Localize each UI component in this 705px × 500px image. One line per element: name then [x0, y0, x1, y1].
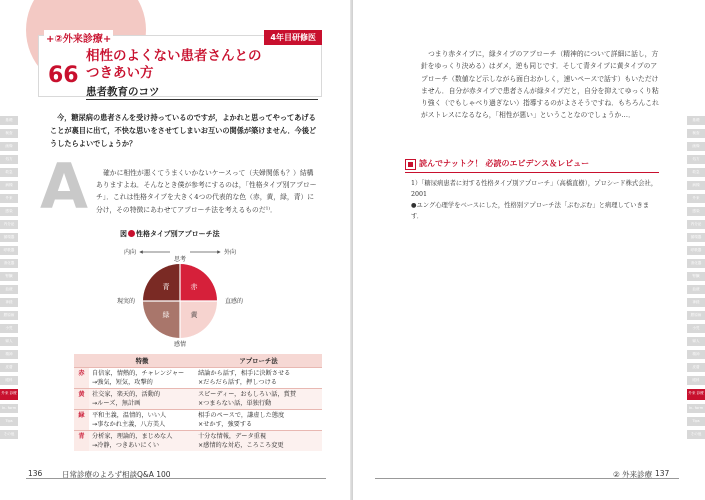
- question-number: 66: [48, 63, 79, 88]
- quadrant-1: [180, 264, 217, 301]
- table-cell-trait: 社交家，楽天的，活動的 →ルーズ，無計画: [89, 389, 195, 410]
- side-tab[interactable]: 膠原病: [687, 311, 705, 320]
- side-tab[interactable]: 感染: [0, 207, 18, 216]
- quadrant-label: 赤: [190, 283, 198, 291]
- arrow-left-label: 内向: [123, 249, 136, 256]
- axis-right-label: 直感的: [225, 298, 244, 305]
- side-tab[interactable]: 内分泌: [687, 220, 705, 229]
- right-side-tabs: [687, 116, 705, 443]
- table-cell-color: 青: [74, 431, 89, 452]
- side-tab[interactable]: 呼吸器: [0, 246, 18, 255]
- side-tab[interactable]: その他: [687, 430, 705, 439]
- side-tab[interactable]: 消化器: [0, 259, 18, 268]
- table-cell-trait: 平和主義，温情的，いい人 →事なかれ主義，八方美人: [89, 410, 195, 431]
- side-tab[interactable]: 基礎: [0, 116, 18, 125]
- side-tab[interactable]: 腎臓: [0, 272, 18, 281]
- table-row: [74, 410, 322, 431]
- side-tab[interactable]: 眼科: [687, 376, 705, 385]
- question-text: 今，糖尿病の患者さんを受け持っているのですが，よかれと思ってやってあげることが裏目に出て，不快な思いをさせてしまいお互いの関係が築けません．今後どうしたらよいでしょうか？: [50, 113, 317, 148]
- table-row: [74, 389, 322, 410]
- evidence-title: 読んでナットク！ 必読のエビデンス＆レビュー: [419, 159, 590, 168]
- table-header-trait: 特徴: [89, 354, 195, 368]
- side-tab[interactable]: 外来: [687, 194, 705, 203]
- side-tab[interactable]: 処方: [0, 155, 18, 164]
- side-tab[interactable]: Tips: [687, 417, 705, 426]
- table-cell-trait: 自信家，情熱的，チャレンジャー →強気，短気，攻撃的: [89, 368, 195, 389]
- side-tab[interactable]: 検査: [0, 129, 18, 138]
- evidence-note: ●ユング心理学をベースにした，性格別アプローチ法「ぶむぶむ」と病理していきます．: [411, 202, 650, 220]
- table-cell-color: 赤: [74, 368, 89, 389]
- quadrant-label: 黄: [190, 311, 198, 319]
- axis-left-label: 現実的: [116, 298, 135, 305]
- axis-bottom-label: 感情: [173, 341, 187, 348]
- side-tab[interactable]: 検査: [687, 129, 705, 138]
- figure-title-text: 性格タイプ別アプローチ法: [136, 230, 220, 238]
- side-tab[interactable]: 感染: [687, 207, 705, 216]
- table-header-row: [74, 354, 322, 368]
- side-tab[interactable]: 呼吸器: [687, 246, 705, 255]
- side-tab[interactable]: 循環器: [687, 233, 705, 242]
- table-header-blank: [74, 354, 89, 368]
- side-tab[interactable]: 膠原病: [0, 311, 18, 320]
- arrow-right-label: 外向: [224, 249, 237, 256]
- side-tab[interactable]: Tips: [0, 417, 18, 426]
- side-tab[interactable]: 皮膚: [0, 363, 18, 372]
- axis-top-label: 思考: [173, 256, 187, 263]
- side-tab[interactable]: 神経: [0, 298, 18, 307]
- side-tab[interactable]: 内分泌: [0, 220, 18, 229]
- table-cell-color: 緑: [74, 410, 89, 431]
- side-tab[interactable]: 循環器: [0, 233, 18, 242]
- side-tab[interactable]: In- form: [0, 404, 18, 413]
- answer-letter: A: [40, 150, 88, 223]
- side-tab[interactable]: 画像: [687, 142, 705, 151]
- right-page-number: 137: [655, 469, 670, 478]
- side-tab[interactable]: 皮膚: [687, 363, 705, 372]
- side-tab[interactable]: 婦人: [687, 337, 705, 346]
- table-cell-approach: スピーディー，おもしろい話，賞賛 ×つまらない話，単独行動: [195, 389, 322, 410]
- table-row: [74, 368, 322, 389]
- side-tab[interactable]: その他: [0, 430, 18, 439]
- approach-table: [74, 354, 322, 451]
- quadrant-label: 青: [162, 283, 170, 291]
- title-line-2: つきあい方: [86, 65, 154, 81]
- section-row: [40, 30, 322, 44]
- side-tab[interactable]: 神経: [687, 298, 705, 307]
- right-body-text: つまり赤タイプに，緑タイプのアプローチ（精神的について詳細に話し，方針をゆっくり決める）はダメ，逆も同じです．そして青タイプに黄タイプのアプローチ（数値など示しながら面白おかしく，速いペースで話す）もいただけません．自分が赤タイプで患者さんが緑タイプだと，自分を抑えてゆっくり粘り強く（でもしゃべり過ぎない）指導するのがよさそうですね．もちろんこれがストレスになるなら，「相性が悪い」ということなのでしょうか…．: [421, 50, 659, 120]
- table-cell-approach: 結論から話す，相手に決断させる ×だらだら話す，押しつける: [195, 368, 322, 389]
- quadrant-2: [143, 301, 180, 338]
- side-tab[interactable]: 消化器: [687, 259, 705, 268]
- table-cell-trait: 分析家，理論的，まじめな人 →冷静，つきあいにくい: [89, 431, 195, 452]
- side-tab[interactable]: 血液: [687, 285, 705, 294]
- side-tab[interactable]: 救急: [0, 168, 18, 177]
- side-tab[interactable]: 救急: [687, 168, 705, 177]
- evidence-heading: [405, 158, 659, 173]
- answer-text: 確かに相性が悪くてうまくいかないケースって（夫婦関係も？）結構ありますよね．そんなとき僕が参考にするのは，「性格タイプ別アプローチ」．これは性格タイプを大きく4つの代表的な色（赤，黄，緑，青）に分け，その特徴にあわせてアプローチ法を考えるものだ¹⁾．: [96, 169, 317, 214]
- side-tab[interactable]: 小児: [687, 324, 705, 333]
- side-tab[interactable]: 病棟: [0, 181, 18, 190]
- personality-diagram: [100, 238, 260, 350]
- page-subtitle: 患者教育のコツ: [86, 86, 160, 98]
- section-label: +②外来診療+: [44, 30, 113, 45]
- table-cell-color: 黄: [74, 389, 89, 410]
- side-tab[interactable]: 外来 診療: [0, 389, 18, 400]
- figure-dot-icon: [128, 230, 135, 237]
- side-tab[interactable]: 眼科: [0, 376, 18, 385]
- figure-prefix: 図: [120, 230, 127, 238]
- page-title: [86, 48, 316, 82]
- side-tab[interactable]: 基礎: [687, 116, 705, 125]
- right-section-label: ② 外来診療: [613, 470, 653, 479]
- table-header-approach: アプローチ法: [195, 354, 322, 368]
- side-tab[interactable]: 血液: [0, 285, 18, 294]
- side-tab[interactable]: 画像: [0, 142, 18, 151]
- table-row: [74, 431, 322, 452]
- side-tab[interactable]: In- form: [687, 404, 705, 413]
- side-tab[interactable]: 小児: [0, 324, 18, 333]
- book-icon: [405, 159, 416, 170]
- side-tab[interactable]: 婦人: [0, 337, 18, 346]
- evidence-reference: 1）「糖尿病患者に対する性格タイプ別アプローチ」（高橋直樹），プロシード株式会社，2001: [411, 180, 658, 198]
- side-tab[interactable]: 精神: [687, 350, 705, 359]
- left-side-tabs: [0, 116, 18, 443]
- quadrant-3: [180, 301, 217, 338]
- subtitle-rule: [86, 99, 318, 100]
- quadrant-0: [143, 264, 180, 301]
- right-page: [353, 0, 705, 500]
- table-cell-approach: 十分な情報，データ重視 ×感情的な対応，ころころ変更: [195, 431, 322, 452]
- side-tab[interactable]: 腎臓: [687, 272, 705, 281]
- left-page: [0, 0, 352, 500]
- year-tag: 4年目研修医: [264, 30, 322, 45]
- left-page-number: 136: [28, 469, 43, 478]
- side-tab[interactable]: 処方: [687, 155, 705, 164]
- side-tab[interactable]: 外来 診療: [687, 389, 705, 400]
- side-tab[interactable]: 外来: [0, 194, 18, 203]
- evidence-item: [411, 178, 661, 222]
- side-tab[interactable]: 病棟: [687, 181, 705, 190]
- quadrant-label: 緑: [162, 311, 170, 319]
- title-line-1: 相性のよくない患者さんとの: [86, 48, 262, 64]
- side-tab[interactable]: 精神: [0, 350, 18, 359]
- table-cell-approach: 相手のペースで，謙虚した態度 ×せかす，強要する: [195, 410, 322, 431]
- left-book-title: 日常診療のよろず相談Q&A 100: [62, 470, 171, 479]
